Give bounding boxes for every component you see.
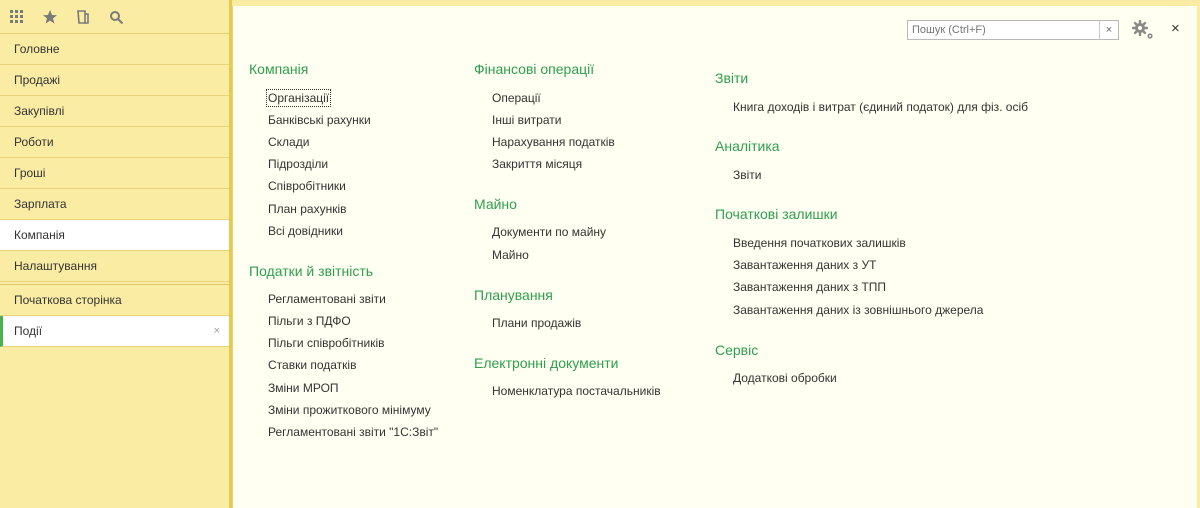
- link-dokumenty-po-mainu[interactable]: Документи по майну: [492, 225, 607, 239]
- section-title-pochatkovi: Початкові залишки: [715, 206, 838, 222]
- link-inshi-vytraty[interactable]: Інші витрати: [492, 113, 562, 127]
- link-zminy-prozhytkovoho[interactable]: Зміни прожиткового мінімуму: [268, 403, 431, 417]
- link-nomenklatura-postachalnykiv[interactable]: Номенклатура постачальників: [492, 384, 661, 398]
- link-dodatkovi-obrobky[interactable]: Додаткові обробки: [733, 371, 837, 385]
- link-zminy-mrop[interactable]: Зміни МРОП: [268, 381, 339, 395]
- link-zakryttia-misiatsia[interactable]: Закриття місяця: [492, 157, 583, 171]
- link-vvedennia-zalyshkiv[interactable]: Введення початкових залишків: [733, 236, 906, 250]
- sidebar: [0, 0, 230, 508]
- nav-item-groshi[interactable]: Гроші: [0, 158, 230, 189]
- search-icon[interactable]: [108, 9, 124, 25]
- link-zavantazhennia-zovnishnoho[interactable]: Завантаження даних із зовнішнього джерела: [733, 303, 984, 317]
- open-windows-list: [0, 285, 230, 347]
- nav-item-zarplata[interactable]: Зарплата: [0, 189, 230, 220]
- link-zavantazhennia-ut[interactable]: Завантаження даних з УТ: [733, 258, 877, 272]
- nav-item-prodazhi[interactable]: Продажі: [0, 65, 230, 96]
- link-pidrozdily[interactable]: Підрозділи: [268, 157, 329, 171]
- link-sklady[interactable]: Склади: [268, 135, 310, 149]
- link-pilgy-spivrobitnykiv[interactable]: Пільги співробітників: [268, 336, 385, 350]
- close-panel-button[interactable]: ×: [1171, 20, 1180, 37]
- search-clear-button[interactable]: ×: [1099, 21, 1118, 39]
- open-window-label: Події: [14, 324, 43, 338]
- nav-item-roboty[interactable]: Роботи: [0, 127, 230, 158]
- favorites-star-icon[interactable]: [42, 9, 58, 25]
- link-narakhuvannia-podatkiv[interactable]: Нарахування податків: [492, 135, 615, 149]
- link-zvity-analityka[interactable]: Звіти: [733, 168, 762, 182]
- section-panel: [232, 6, 1197, 508]
- link-operatsii[interactable]: Операції: [492, 91, 541, 105]
- section-nav: [0, 34, 230, 282]
- link-stavky-podatkiv[interactable]: Ставки податків: [268, 358, 357, 372]
- close-window-icon[interactable]: ×: [213, 325, 220, 337]
- link-knyha-dokhodiv[interactable]: Книга доходів і витрат (єдиний податок) для фіз. осіб: [733, 100, 1029, 114]
- section-title-analityka: Аналітика: [715, 138, 780, 154]
- nav-item-golovne[interactable]: Головне: [0, 34, 230, 65]
- open-window-start-page[interactable]: [0, 285, 230, 316]
- section-title-elektronni: Електронні документи: [474, 355, 619, 371]
- section-title-planuvannia: Планування: [474, 287, 553, 303]
- section-title-kompaniia: Компанія: [249, 61, 309, 77]
- open-window-podii[interactable]: [0, 316, 230, 347]
- history-icon[interactable]: [75, 9, 91, 25]
- search-input[interactable]: [908, 21, 1100, 39]
- nav-item-zakupivli[interactable]: Закупівлі: [0, 96, 230, 127]
- nav-item-kompaniia[interactable]: Компанія: [0, 220, 230, 251]
- link-reglamentovani-1c-zvit[interactable]: Регламентовані звіти "1С:Звіт": [268, 425, 439, 439]
- section-title-zvity: Звіти: [715, 70, 749, 86]
- link-maino[interactable]: Майно: [492, 248, 529, 262]
- link-zavantazhennia-tpp[interactable]: Завантаження даних з ТПП: [733, 280, 887, 294]
- sidebar-toolbar: [0, 0, 230, 34]
- section-title-servis: Сервіс: [715, 342, 759, 358]
- link-vsi-dovidnyky[interactable]: Всі довідники: [268, 224, 344, 238]
- section-title-podatky: Податки й звітність: [249, 263, 374, 279]
- apps-grid-icon[interactable]: [9, 9, 25, 25]
- settings-gear-icon[interactable]: [1131, 19, 1155, 41]
- open-window-label: Початкова сторінка: [14, 293, 122, 307]
- link-organizatsii[interactable]: Організації: [268, 91, 330, 105]
- nav-item-nalashtuvannia[interactable]: Налаштування: [0, 251, 230, 282]
- link-pilgy-pdfo[interactable]: Пільги з ПДФО: [268, 314, 351, 328]
- link-reglamentovani-zvity[interactable]: Регламентовані звіти: [268, 292, 386, 306]
- search-box: [907, 20, 1119, 40]
- link-plany-prodazhiv[interactable]: Плани продажів: [492, 316, 582, 330]
- link-bank-accounts[interactable]: Банківські рахунки: [268, 113, 371, 127]
- link-spivrobitnyky[interactable]: Співробітники: [268, 179, 346, 193]
- section-title-maino: Майно: [474, 196, 517, 212]
- link-plan-rakhunkiv[interactable]: План рахунків: [268, 202, 347, 216]
- section-title-finansovi: Фінансові операції: [474, 61, 595, 77]
